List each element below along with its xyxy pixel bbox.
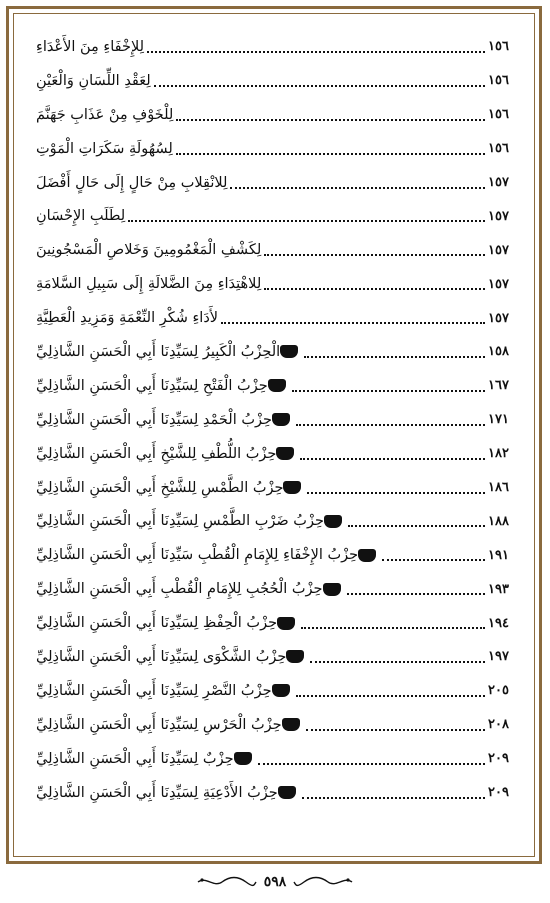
toc-entry	[36, 98, 514, 132]
toc-entry	[36, 776, 514, 810]
dot-leader	[176, 105, 485, 121]
toc-entry-title: حِزْبُ الشَّكْوَى لِسَيِّدِنَا أَبِي الْحَسَنِ الشَّاذِلِيِّ	[36, 648, 287, 665]
toc-entry	[36, 132, 514, 166]
toc-entry-title: لِعَقْدِ اللِّسَانِ وَالْعَيْنِ	[36, 72, 151, 89]
toc-entry-page: ١٦٧	[488, 378, 509, 394]
toc-entry-title: لِطَلَبِ الإِحْسَانِ	[36, 208, 126, 225]
dot-leader	[147, 37, 485, 53]
dot-leader	[307, 478, 485, 494]
honorific-seal-icon	[276, 447, 294, 460]
toc-entry	[36, 437, 514, 471]
toc-entry-title: حِزْبُ الأَدْعِيَةِ لِسَيِّدِنَا أَبِي الْحَسَنِ الشَّاذِلِيِّ	[36, 784, 278, 801]
honorific-seal-icon	[234, 752, 252, 765]
dot-leader	[306, 715, 485, 731]
toc-entry-page: ١٩١	[488, 547, 509, 563]
toc-entry-title: حِزْبُ الْحِفْظِ لِسَيِّدِنَا أَبِي الْحَسَنِ الشَّاذِلِيِّ	[36, 615, 278, 632]
toc-entry	[36, 606, 514, 640]
toc-entry	[36, 199, 514, 233]
toc-entry-title: لِسُهُولَةِ سَكَرَاتِ الْمَوْتِ	[36, 140, 173, 157]
toc-entry-page: ١٥٧	[488, 175, 509, 190]
toc-entry-title: لِلْخَوْفِ مِنْ عَذَابِ جَهَنَّمَ	[36, 106, 174, 123]
honorific-seal-icon	[323, 583, 341, 596]
dot-leader	[296, 681, 485, 697]
honorific-seal-icon	[268, 379, 286, 392]
toc-entry-title: لِكَشْفِ الْمَغْمُومِينَ وَخَلاصِ الْمَسْجُونِينَ	[36, 242, 262, 259]
toc-entry-page: ١٥٦	[488, 73, 509, 89]
ornament-right-icon	[292, 875, 354, 889]
toc-entry-page: ١٥٧	[488, 310, 509, 326]
toc-entry-page: ١٥٦	[488, 107, 509, 123]
dot-leader	[301, 613, 485, 629]
dot-leader	[176, 139, 485, 155]
toc-entry-title: حِزْبُ الْحُجُبِ لِلإِمَامِ الْقُطْبِ أَبِي الْحَسَنِ الشَّاذِلِيِّ	[36, 581, 323, 598]
toc-entry	[36, 471, 514, 505]
toc-entry-page: ١٩٣	[488, 581, 509, 597]
toc-entry-title: حِزْبُ الْحَرْسِ لِسَيِّدِنَا أَبِي الْحَسَنِ الشَّاذِلِيِّ	[36, 716, 282, 733]
toc-entry-title: حِزْبُ الطَّمْسِ لِلشَّيْخِ أَبِي الْحَسَنِ الشَّاذِلِيِّ	[36, 479, 284, 496]
honorific-seal-icon	[277, 617, 295, 630]
toc-entry	[36, 708, 514, 742]
dot-leader	[310, 647, 485, 663]
toc-entry	[36, 742, 514, 776]
honorific-seal-icon	[283, 481, 301, 494]
honorific-seal-icon	[272, 413, 290, 426]
toc-entry	[36, 538, 514, 572]
toc-entry-page: ١٩٤	[488, 615, 509, 631]
dot-leader	[302, 783, 485, 799]
honorific-seal-icon	[282, 718, 300, 731]
toc-entry	[36, 403, 514, 437]
toc-entry-title: حِزْبُ ضَرْبِ الطَّمْسِ لِسَيِّدِنَا أَبِي الْحَسَنِ الشَّاذِلِيِّ	[36, 513, 324, 530]
dot-leader	[348, 511, 485, 527]
toc-entry-title: حِزْبُ الْحَمْدِ لِسَيِّدِنَا أَبِي الْحَسَنِ الشَّاذِلِيِّ	[36, 411, 272, 428]
toc-entry-page: ١٥٧	[488, 276, 509, 292]
toc-entry	[36, 267, 514, 301]
toc-entry-page: ١٥٨	[488, 344, 509, 360]
ornament-left-icon	[196, 875, 258, 889]
dot-leader	[304, 342, 485, 358]
toc-entry-title: حِزْبُ الْفَتْحِ لِسَيِّدِنَا أَبِي الْحَسَنِ الشَّاذِلِيِّ	[36, 377, 268, 394]
toc-entry	[36, 674, 514, 708]
toc-entry-title: لِلاهْتِدَاءِ مِنَ الضَّلالَةِ إِلَى سَبِيلِ السَّلامَةِ	[36, 276, 262, 293]
dot-leader	[258, 749, 485, 765]
toc-entry-title: لأَدَاءِ شُكْرِ النِّعْمَةِ وَمَزِيدِ الْعَطِيَّةِ	[36, 310, 219, 327]
honorific-seal-icon	[286, 650, 304, 663]
dot-leader	[264, 240, 485, 256]
dot-leader	[154, 71, 485, 87]
dot-leader	[300, 444, 485, 460]
toc-entry-title: الْحِزْبُ الْكَبِيرُ لِسَيِّدِنَا أَبِي الْحَسَنِ الشَّاذِلِيِّ	[36, 343, 281, 360]
toc-entry-page: ١٨٢	[488, 446, 509, 462]
toc-entry-page: ١٨٨	[488, 513, 509, 529]
toc-entry-page: ١٩٧	[488, 649, 509, 665]
toc-entry-page: ١٧١	[488, 412, 509, 428]
toc-entry	[36, 233, 514, 267]
toc-entry	[36, 30, 514, 64]
toc-entry-page: ١٥٧	[488, 208, 509, 224]
toc-entry	[36, 369, 514, 403]
toc-entry	[36, 64, 514, 98]
honorific-seal-icon	[280, 345, 298, 358]
toc-entry-page: ١٥٧	[488, 242, 509, 258]
toc-entry-title: حِزْبُ اللُّطْفِ لِلشَّيْخِ أَبِي الْحَسَنِ الشَّاذِلِيِّ	[36, 445, 277, 462]
toc-entry-title: لِلانْقِلابِ مِنْ حَالٍ إِلَى حَالٍ أَفْضَلَ	[36, 174, 228, 191]
dot-leader	[292, 376, 485, 392]
toc-entry-page: ٢٠٨	[488, 717, 509, 733]
dot-leader	[230, 173, 485, 189]
toc-entry	[36, 572, 514, 606]
toc-entry-page: ٢٠٩	[488, 751, 509, 767]
dot-leader	[382, 545, 485, 561]
toc-entry	[36, 301, 514, 335]
toc-entry-page: ١٥٦	[488, 39, 509, 55]
table-of-contents	[36, 30, 514, 809]
dot-leader	[128, 206, 485, 222]
toc-entry-title: لِلإِخْفَاءِ مِنَ الأَعْدَاءِ	[36, 38, 145, 55]
dot-leader	[347, 579, 485, 595]
toc-entry-title: حِزْبُ الإِخْفَاءِ لِلإِمَامِ الْقُطْبِ سَيِّدِنَا أَبِي الْحَسَنِ الشَّاذِلِيِّ	[36, 547, 359, 564]
toc-entry	[36, 335, 514, 369]
toc-entry-page: ٢٠٩	[488, 785, 509, 801]
page-footer	[0, 870, 550, 894]
honorific-seal-icon	[278, 786, 296, 799]
toc-entry-title: حِزْبُ النَّصْرِ لِسَيِّدِنَا أَبِي الْحَسَنِ الشَّاذِلِيِّ	[36, 682, 272, 699]
toc-entry	[36, 640, 514, 674]
toc-entry-page: ١٨٦	[488, 480, 509, 496]
dot-leader	[264, 274, 485, 290]
toc-entry-title: حِزْبٌ لِسَيِّدِنَا أَبِي الْحَسَنِ الشَّاذِلِيِّ	[36, 750, 234, 767]
dot-leader	[221, 308, 485, 324]
dot-leader	[296, 410, 485, 426]
page-number: ٥٩٨	[263, 874, 287, 890]
toc-entry-page: ١٥٦	[488, 141, 509, 157]
honorific-seal-icon	[324, 515, 342, 528]
honorific-seal-icon	[272, 684, 290, 697]
toc-entry-page: ٢٠٥	[488, 683, 509, 699]
toc-entry	[36, 166, 514, 200]
honorific-seal-icon	[358, 549, 376, 562]
toc-entry	[36, 504, 514, 538]
